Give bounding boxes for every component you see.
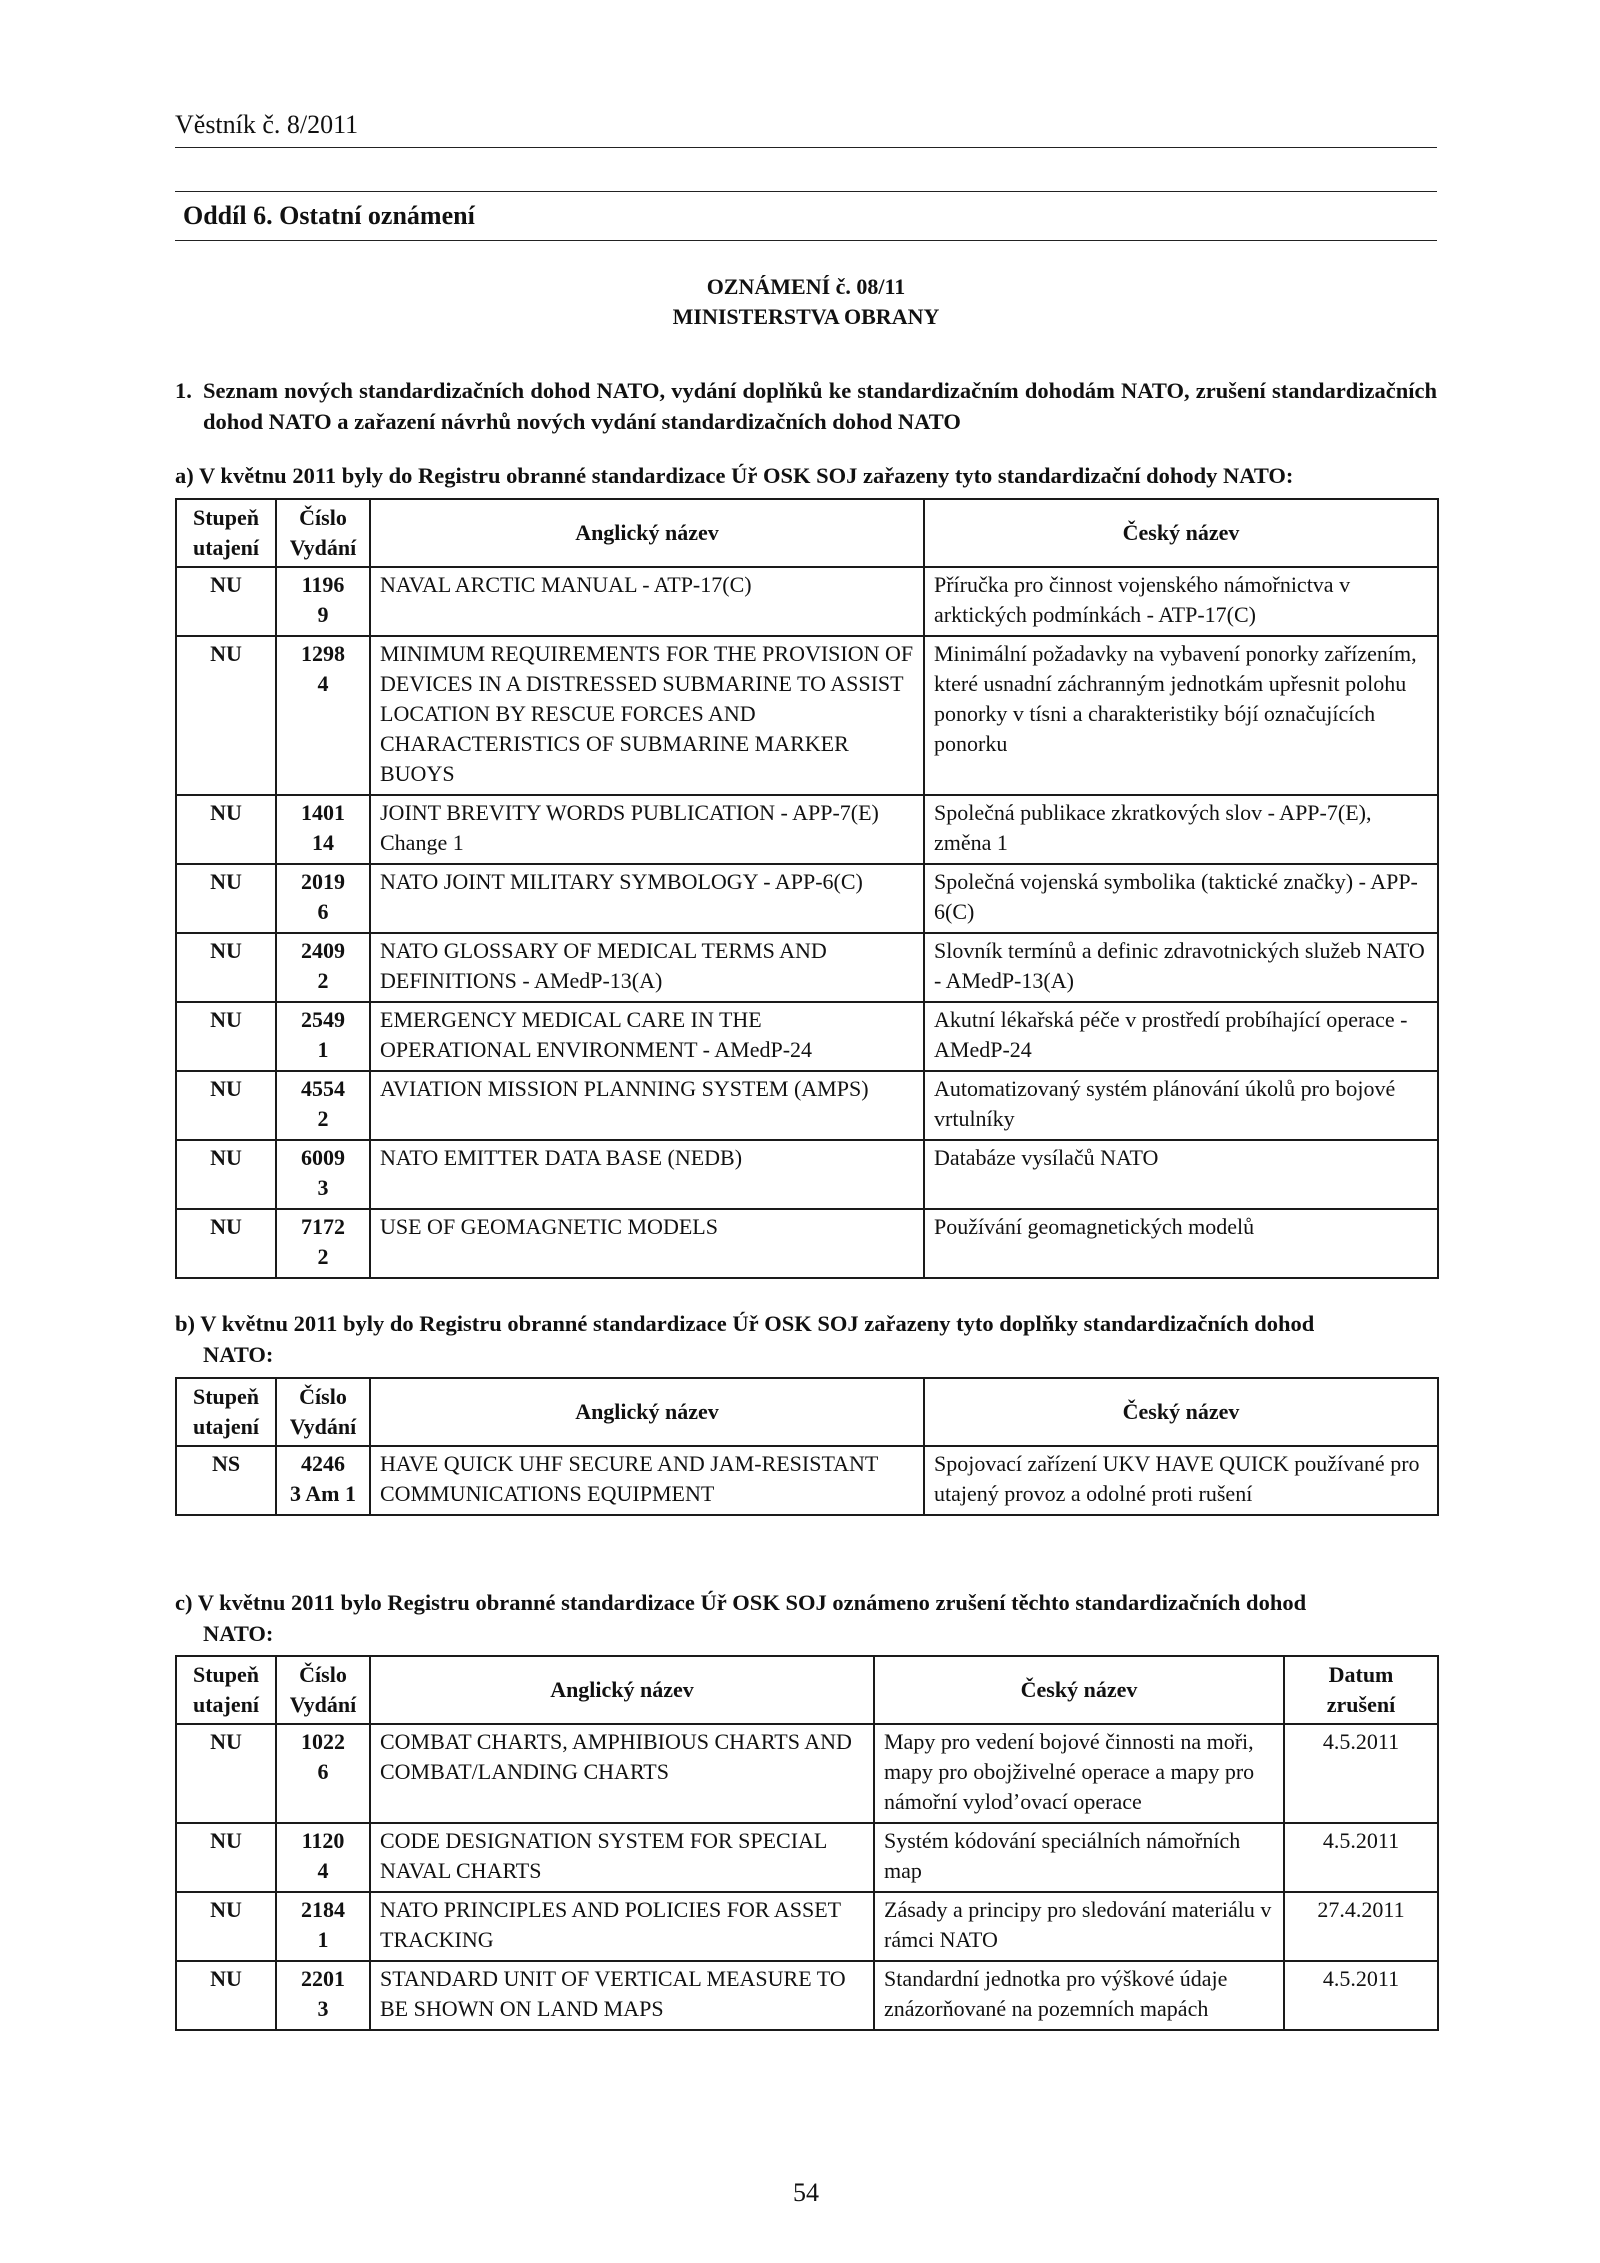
- classification-cell: [176, 1961, 276, 2030]
- classification-cell: [176, 1823, 276, 1892]
- english-title-cell: [370, 567, 924, 636]
- page-number: 54: [793, 2178, 819, 2207]
- czech-title-text: Systém kódování speciálních námořních map: [884, 1828, 1241, 1883]
- cancel-date-text: 4.5.2011: [1322, 1966, 1400, 1991]
- section-b-caption-line1: b) V květnu 2011 byly do Registru obranné standardizace Úř OSK SOJ zařazeny tyto doplňky standardizačních dohod: [175, 1311, 1315, 1336]
- col-czech-title: Český název: [924, 1378, 1438, 1446]
- classification-cell: [176, 1071, 276, 1140]
- czech-title-text: Mapy pro vedení bojové činnosti na moři, mapy pro obojživelné operace a mapy pro námořní vylodʼovací operace: [884, 1729, 1255, 1814]
- number-cell: [276, 1724, 370, 1823]
- classification-cell: [176, 933, 276, 1002]
- number-cell: [276, 1446, 370, 1515]
- table-row: [176, 1823, 1438, 1892]
- classification-cell: [176, 1140, 276, 1209]
- classification-text: NU: [210, 1828, 242, 1853]
- table-a: [175, 498, 1439, 1279]
- czech-title-cell: [924, 1209, 1438, 1278]
- number-cell: [276, 795, 370, 864]
- english-title-text: EMERGENCY MEDICAL CARE IN THE OPERATIONAL ENVIRONMENT - AMedP-24: [380, 1007, 813, 1062]
- running-head: Věstník č. 8/2011: [175, 110, 359, 139]
- table-row: [176, 1209, 1438, 1278]
- classification-text: NU: [210, 1214, 242, 1239]
- czech-title-text: Společná vojenská symbolika (taktické značky) - APP-6(C): [934, 869, 1418, 924]
- table-row: [176, 1892, 1438, 1961]
- number-text: 1298: [301, 641, 345, 666]
- english-title-text: NATO JOINT MILITARY SYMBOLOGY - APP-6(C): [380, 869, 863, 894]
- number-cell: [276, 1071, 370, 1140]
- section-c-caption-line1: c) V květnu 2011 bylo Registru obranné standardizace Úř OSK SOJ oznámeno zrušení těchto standardizačních dohod: [175, 1590, 1307, 1615]
- table-row: [176, 1071, 1438, 1140]
- cancel-date-text: 27.4.2011: [1317, 1897, 1405, 1922]
- czech-title-cell: [924, 567, 1438, 636]
- number-edition: 3 Am 1: [290, 1481, 356, 1506]
- item-number: 1.: [175, 378, 192, 403]
- number-text: 7172: [301, 1214, 345, 1239]
- czech-title-cell: [874, 1892, 1284, 1961]
- number-cell: [276, 1961, 370, 2030]
- cancel-date-cell: [1284, 1823, 1438, 1892]
- classification-cell: [176, 567, 276, 636]
- section-rule-top: [175, 191, 1437, 192]
- table-c: [175, 1655, 1439, 2031]
- english-title-text: NATO EMITTER DATA BASE (NEDB): [380, 1145, 743, 1170]
- english-title-text: NATO GLOSSARY OF MEDICAL TERMS AND DEFINITIONS - AMedP-13(A): [380, 938, 827, 993]
- item-1: [175, 375, 1437, 437]
- english-title-cell: [370, 1071, 924, 1140]
- notice-issuer: MINISTERSTVA OBRANY: [672, 304, 940, 329]
- czech-title-text: Minimální požadavky na vybavení ponorky zařízením, které usnadní záchranným jednotkám upřesnit polohu ponorky v tísni a charakteristiky bójí označujících ponorku: [934, 641, 1417, 756]
- number-edition: 6: [317, 1759, 329, 1784]
- table-row: [176, 636, 1438, 795]
- number-cell: [276, 1823, 370, 1892]
- section-a-caption: a) V květnu 2011 byly do Registru obranné standardizace Úř OSK SOJ zařazeny tyto standardizační dohody NATO:: [175, 463, 1294, 488]
- section-rule-bottom: [175, 240, 1437, 241]
- czech-title-text: Automatizovaný systém plánování úkolů pro bojové vrtulníky: [934, 1076, 1396, 1131]
- english-title-text: HAVE QUICK UHF SECURE AND JAM-RESISTANT COMMUNICATIONS EQUIPMENT: [380, 1451, 878, 1506]
- english-title-text: USE OF GEOMAGNETIC MODELS: [380, 1214, 718, 1239]
- col-english-title: Anglický název: [370, 499, 924, 567]
- classification-text: NU: [210, 1966, 242, 1991]
- czech-title-text: Standardní jednotka pro výškové údaje znázorňované na pozemních mapách: [884, 1966, 1228, 2021]
- item-text: Seznam nových standardizačních dohod NATO, vydání doplňků ke standardizačním dohodám NATO, zrušení standardizačních dohod NATO a zařazení návrhů nových vydání standardizačních dohod NATO: [203, 378, 1437, 434]
- number-text: 1022: [301, 1729, 345, 1754]
- classification-text: NU: [210, 1076, 242, 1101]
- czech-title-text: Databáze vysílačů NATO: [934, 1145, 1159, 1170]
- col-czech-title: Český název: [874, 1656, 1284, 1724]
- table-row: [176, 1140, 1438, 1209]
- cancel-date-cell: [1284, 1892, 1438, 1961]
- classification-text: NU: [210, 572, 242, 597]
- czech-title-cell: [924, 1140, 1438, 1209]
- czech-title-cell: [874, 1724, 1284, 1823]
- section-b-caption-line2: NATO:: [203, 1342, 274, 1367]
- czech-title-cell: [924, 795, 1438, 864]
- number-edition: 3: [317, 1175, 329, 1200]
- english-title-text: CODE DESIGNATION SYSTEM FOR SPECIAL NAVAL CHARTS: [380, 1828, 827, 1883]
- table-row: [176, 567, 1438, 636]
- number-cell: [276, 636, 370, 795]
- cancel-date-cell: [1284, 1961, 1438, 2030]
- col-number: Číslo Vydání: [276, 1656, 370, 1724]
- czech-title-cell: [924, 1071, 1438, 1140]
- section-c-caption-line2: NATO:: [203, 1621, 274, 1646]
- table-b-header: [176, 1378, 1438, 1446]
- col-classification: Stupeň utajení: [176, 499, 276, 567]
- section-c-caption: [175, 1587, 1437, 1649]
- notice-heading: [175, 272, 1437, 332]
- section-b-caption: [175, 1308, 1437, 1370]
- number-cell: [276, 933, 370, 1002]
- table-row: [176, 1446, 1438, 1515]
- number-text: 4554: [301, 1076, 345, 1101]
- number-cell: [276, 567, 370, 636]
- cancel-date-text: 4.5.2011: [1322, 1729, 1400, 1754]
- czech-title-text: Slovník termínů a definic zdravotnických služeb NATO - AMedP-13(A): [934, 938, 1425, 993]
- czech-title-cell: [874, 1823, 1284, 1892]
- table-c-header: [176, 1656, 1438, 1724]
- col-classification: Stupeň utajení: [176, 1378, 276, 1446]
- col-czech-title: Český název: [924, 499, 1438, 567]
- czech-title-cell: [924, 933, 1438, 1002]
- number-cell: [276, 864, 370, 933]
- classification-cell: [176, 795, 276, 864]
- table-row: [176, 1002, 1438, 1071]
- classification-cell: [176, 636, 276, 795]
- english-title-cell: [370, 1961, 874, 2030]
- number-edition: 2: [317, 1106, 329, 1131]
- czech-title-cell: [924, 1002, 1438, 1071]
- col-number: Číslo Vydání: [276, 499, 370, 567]
- header-rule: [175, 147, 1437, 148]
- classification-text: NS: [211, 1451, 241, 1476]
- number-text: 1120: [301, 1828, 345, 1853]
- number-edition: 1: [317, 1037, 329, 1062]
- classification-text: NU: [210, 1007, 242, 1032]
- english-title-cell: [370, 1892, 874, 1961]
- number-edition: 9: [317, 602, 329, 627]
- number-edition: 4: [317, 671, 329, 696]
- classification-cell: [176, 864, 276, 933]
- notice-title: OZNÁMENÍ č. 08/11: [706, 274, 906, 299]
- english-title-text: MINIMUM REQUIREMENTS FOR THE PROVISION OF DEVICES IN A DISTRESSED SUBMARINE TO ASSIST LOCATION BY RESCUE FORCES AND CHARACTERISTICS OF SUBMARINE MARKER BUOYS: [380, 641, 914, 786]
- section-title: Oddíl 6. Ostatní oznámení: [183, 201, 475, 230]
- number-edition: 1: [317, 1927, 329, 1952]
- number-edition: 4: [317, 1858, 329, 1883]
- czech-title-text: Používání geomagnetických modelů: [934, 1214, 1255, 1239]
- number-edition: 3: [317, 1996, 329, 2021]
- number-edition: 2: [317, 1244, 329, 1269]
- classification-text: NU: [210, 869, 242, 894]
- czech-title-text: Zásady a principy pro sledování materiálu v rámci NATO: [884, 1897, 1272, 1952]
- table-row: [176, 864, 1438, 933]
- classification-cell: [176, 1209, 276, 1278]
- classification-text: NU: [210, 1729, 242, 1754]
- classification-text: NU: [210, 800, 242, 825]
- czech-title-cell: [874, 1961, 1284, 2030]
- col-cancel-date: Datum zrušení: [1284, 1656, 1438, 1724]
- classification-cell: [176, 1724, 276, 1823]
- classification-text: NU: [210, 1897, 242, 1922]
- english-title-text: AVIATION MISSION PLANNING SYSTEM (AMPS): [380, 1076, 869, 1101]
- table-a-header: [176, 499, 1438, 567]
- number-text: 1401: [301, 800, 345, 825]
- czech-title-text: Příručka pro činnost vojenského námořnictva v arktických podmínkách - ATP-17(C): [934, 572, 1351, 627]
- english-title-cell: [370, 795, 924, 864]
- number-text: 2549: [301, 1007, 345, 1032]
- english-title-text: NAVAL ARCTIC MANUAL - ATP-17(C): [380, 572, 752, 597]
- czech-title-cell: [924, 864, 1438, 933]
- english-title-cell: [370, 1446, 924, 1515]
- number-cell: [276, 1209, 370, 1278]
- czech-title-text: Akutní lékařská péče v prostředí probíhající operace - AMedP-24: [934, 1007, 1408, 1062]
- number-text: 2409: [301, 938, 345, 963]
- classification-text: NU: [210, 938, 242, 963]
- table-row: [176, 1724, 1438, 1823]
- col-number: Číslo Vydání: [276, 1378, 370, 1446]
- number-text: 2184: [301, 1897, 345, 1922]
- english-title-cell: [370, 1823, 874, 1892]
- number-edition: 6: [317, 899, 329, 924]
- table-row: [176, 933, 1438, 1002]
- table-b: [175, 1377, 1439, 1516]
- english-title-cell: [370, 1140, 924, 1209]
- czech-title-cell: [924, 636, 1438, 795]
- classification-text: NU: [210, 1145, 242, 1170]
- czech-title-text: Spojovací zařízení UKV HAVE QUICK používané pro utajený provoz a odolné proti rušení: [934, 1451, 1420, 1506]
- cancel-date-text: 4.5.2011: [1322, 1828, 1400, 1853]
- col-classification: Stupeň utajení: [176, 1656, 276, 1724]
- english-title-text: STANDARD UNIT OF VERTICAL MEASURE TO BE SHOWN ON LAND MAPS: [380, 1966, 846, 2021]
- english-title-cell: [370, 636, 924, 795]
- number-cell: [276, 1140, 370, 1209]
- classification-cell: [176, 1446, 276, 1515]
- czech-title-cell: [924, 1446, 1438, 1515]
- number-edition: 14: [312, 830, 334, 855]
- table-row: [176, 795, 1438, 864]
- english-title-cell: [370, 1209, 924, 1278]
- number-edition: 2: [317, 968, 329, 993]
- english-title-cell: [370, 933, 924, 1002]
- number-text: 2201: [301, 1966, 345, 1991]
- english-title-text: NATO PRINCIPLES AND POLICIES FOR ASSET TRACKING: [380, 1897, 841, 1952]
- col-english-title: Anglický název: [370, 1378, 924, 1446]
- english-title-text: JOINT BREVITY WORDS PUBLICATION - APP-7(E) Change 1: [380, 800, 879, 855]
- english-title-cell: [370, 1724, 874, 1823]
- classification-cell: [176, 1892, 276, 1961]
- number-text: 2019: [301, 869, 345, 894]
- english-title-cell: [370, 864, 924, 933]
- number-text: 1196: [301, 572, 345, 597]
- number-cell: [276, 1002, 370, 1071]
- col-english-title: Anglický název: [370, 1656, 874, 1724]
- table-row: [176, 1961, 1438, 2030]
- classification-cell: [176, 1002, 276, 1071]
- classification-text: NU: [210, 641, 242, 666]
- number-text: 4246: [301, 1451, 345, 1476]
- cancel-date-cell: [1284, 1724, 1438, 1823]
- number-cell: [276, 1892, 370, 1961]
- number-text: 6009: [301, 1145, 345, 1170]
- english-title-cell: [370, 1002, 924, 1071]
- english-title-text: COMBAT CHARTS, AMPHIBIOUS CHARTS AND COMBAT/LANDING CHARTS: [380, 1729, 852, 1784]
- czech-title-text: Společná publikace zkratkových slov - APP-7(E), změna 1: [934, 800, 1372, 855]
